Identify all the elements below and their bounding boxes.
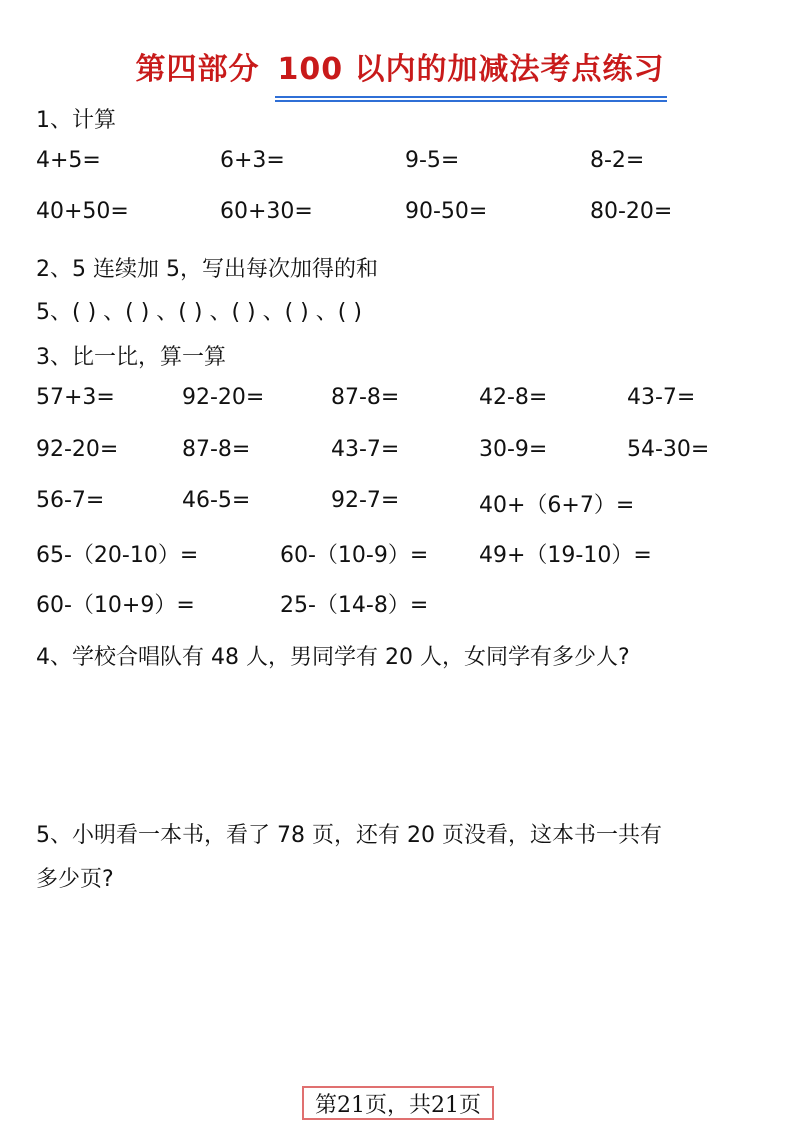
page-number: 第21页，共21页	[302, 1086, 494, 1120]
q2-heading: 2、5 连续加 5，写出每次加得的和	[36, 257, 378, 282]
q3-item: 40+（6+7）=	[479, 493, 635, 518]
q3-item: 87-8=	[182, 437, 251, 462]
q1-item: 90-50=	[405, 199, 488, 224]
q3-item: 30-9=	[479, 437, 548, 462]
q1-item: 9-5=	[405, 148, 460, 173]
q3-item: 43-7=	[627, 385, 696, 410]
title-part-label: 第四部分	[135, 52, 260, 87]
q2-answer-blanks: 5、( ) 、( ) 、( ) 、( ) 、( ) 、( )	[36, 300, 362, 325]
q5-word-problem-line1: 5、小明看一本书，看了 78 页，还有 20 页没看，这本书一共有	[36, 823, 662, 848]
q3-item: 42-8=	[479, 385, 548, 410]
q1-item: 6+3=	[220, 148, 285, 173]
q1-item: 4+5=	[36, 148, 101, 173]
q3-item: 92-7=	[331, 488, 400, 513]
q1-heading: 1、计算	[36, 108, 116, 133]
q3-item: 43-7=	[331, 437, 400, 462]
q3-item: 60-（10-9）=	[280, 543, 429, 568]
q3-item: 57+3=	[36, 385, 115, 410]
q4-word-problem: 4、学校合唱队有 48 人，男同学有 20 人，女同学有多少人?	[36, 645, 630, 670]
q3-heading: 3、比一比，算一算	[36, 345, 226, 370]
q3-item: 56-7=	[36, 488, 105, 513]
q3-item: 49+（19-10）=	[479, 543, 652, 568]
q1-item: 8-2=	[590, 148, 645, 173]
q5-word-problem-line2: 多少页?	[36, 867, 114, 892]
q3-item: 46-5=	[182, 488, 251, 513]
q1-item: 60+30=	[220, 199, 313, 224]
q1-item: 80-20=	[590, 199, 673, 224]
page-title	[0, 44, 800, 92]
q3-item: 92-20=	[36, 437, 119, 462]
q3-item: 25-（14-8）=	[280, 593, 429, 618]
title-topic: 100 以内的加减法考点练习	[277, 44, 664, 92]
q3-item: 87-8=	[331, 385, 400, 410]
q3-item: 92-20=	[182, 385, 265, 410]
q3-item: 65-（20-10）=	[36, 543, 199, 568]
q1-item: 40+50=	[36, 199, 129, 224]
q3-item: 60-（10+9）=	[36, 593, 195, 618]
q3-item: 54-30=	[627, 437, 710, 462]
